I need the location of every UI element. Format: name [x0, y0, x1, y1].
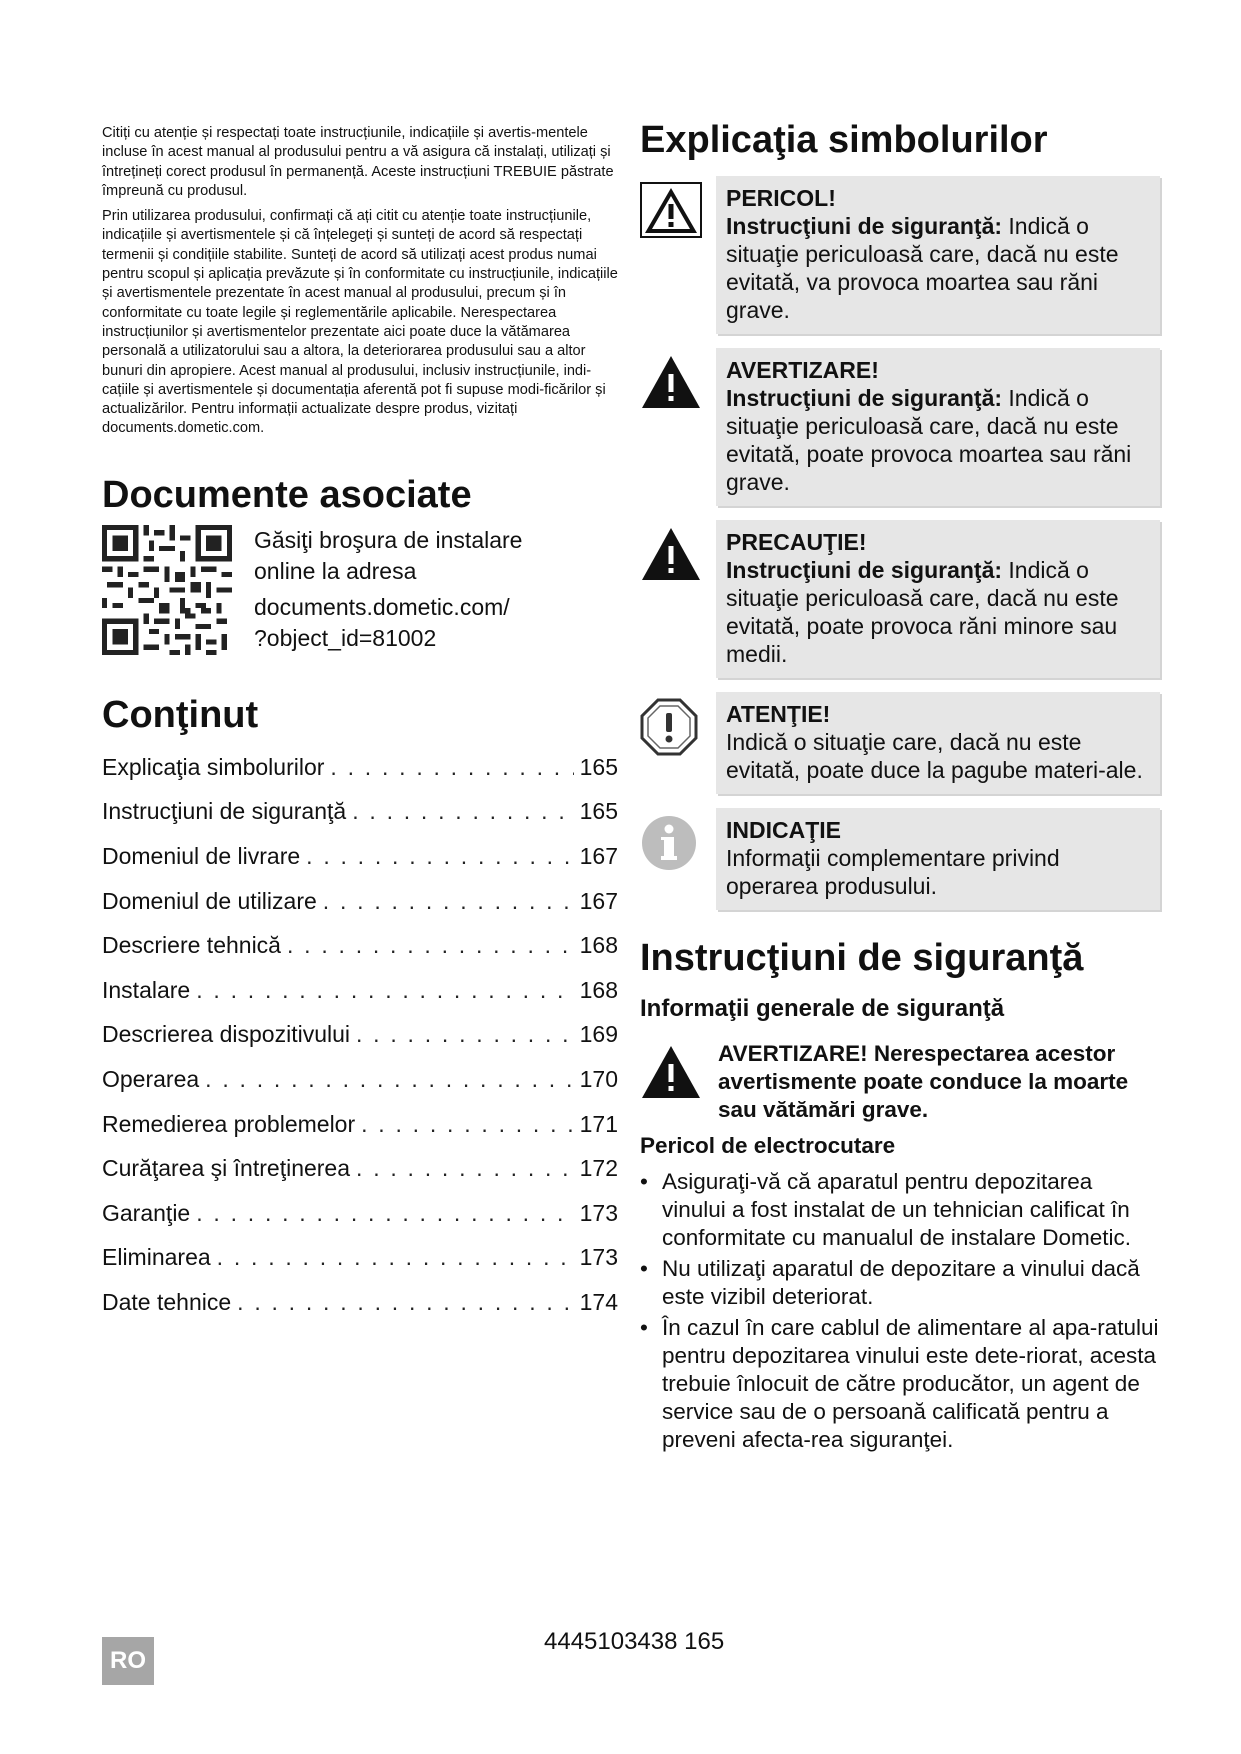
intro-text	[102, 124, 618, 439]
toc-heading: Conţinut	[102, 693, 259, 736]
caution-text: Indică o situaţie periculoasă care, dacă nu este evitată, poate provoca răni minore sau medii.	[726, 557, 1119, 667]
warning-icon	[640, 348, 704, 506]
toc-label: Remedierea problemelor	[102, 1110, 356, 1137]
language-badge: RO	[102, 1637, 154, 1685]
symbol-warning	[640, 348, 1160, 506]
docs-line-1: Găsiţi broşura de instalare	[254, 526, 523, 553]
list-item: • Asiguraţi-vă că aparatul pentru depozitarea vinului a fost instalat de un tehnician calificat în conformitate cu manualul de instalare Dometic.	[640, 1168, 1160, 1252]
danger-text: Indică o situaţie periculoasă care, dacă nu este evitată, va provoca moartea sau răni grave.	[726, 213, 1119, 323]
toc-page-number: 168	[579, 932, 618, 959]
docs-url-line-1[interactable]: documents.dometic.com/	[254, 593, 510, 620]
info-label: INDICAŢIE	[726, 817, 841, 843]
toc-entry[interactable]	[102, 1235, 618, 1280]
toc-leader-dots	[205, 1057, 573, 1102]
toc-label: Garanţie	[102, 1199, 191, 1226]
toc-page-number: 174	[579, 1288, 618, 1315]
toc-label: Domeniul de utilizare	[102, 887, 317, 914]
toc-entry[interactable]	[102, 1191, 618, 1236]
toc-leader-dots	[352, 789, 573, 834]
caution-icon	[640, 520, 704, 678]
warning-label: AVERTIZARE!	[726, 357, 879, 383]
toc-label: Domeniul de livrare	[102, 842, 301, 869]
toc-entry[interactable]	[102, 1146, 618, 1191]
list-item: • Nu utilizaţi aparatul de depozitare a vinului dacă este vizibil deteriorat.	[640, 1255, 1160, 1311]
toc-label: Curăţarea şi întreţinerea	[102, 1155, 351, 1182]
related-docs-text	[254, 525, 522, 655]
toc-entry[interactable]	[102, 789, 618, 834]
toc-leader-dots	[217, 1235, 574, 1280]
warning-safety-label: Instrucţiuni de siguranţă:	[726, 385, 1003, 411]
toc-entry[interactable]	[102, 834, 618, 879]
intro-paragraph-1: Citiți cu atenție și respectați toate instrucțiunile, indicațiile și avertis-mentele incluse în acest manual al produsului pentru a vă asigura că instalați, utilizați și întrețineți corect produsul în permanență. Aceste instrucțiuni TREBUIE păstrate împreună cu produsul.	[102, 125, 614, 199]
notice-label: ATENŢIE!	[726, 701, 831, 727]
caution-label: PRECAUŢIE!	[726, 529, 867, 555]
warning-triangle-icon	[640, 1040, 704, 1124]
toc-page-number: 165	[579, 798, 618, 825]
document-page-number: 4445103438 165	[544, 1628, 725, 1655]
toc-entry[interactable]	[102, 879, 618, 924]
toc-page-number: 172	[579, 1155, 618, 1182]
electrocution-heading: Pericol de electrocutare	[640, 1133, 896, 1158]
qr-code-icon[interactable]	[102, 525, 232, 655]
toc-entry[interactable]	[102, 1102, 618, 1147]
caution-description	[716, 520, 1160, 678]
toc-label: Instrucţiuni de siguranţă	[102, 798, 347, 825]
toc-page-number: 171	[579, 1110, 618, 1137]
related-docs-heading: Documente asociate	[102, 473, 472, 516]
toc-page-number: 167	[579, 887, 618, 914]
toc-leader-dots	[330, 745, 573, 790]
toc-entry[interactable]	[102, 968, 618, 1013]
electrocution-list	[640, 1168, 1160, 1454]
toc-entry[interactable]	[102, 745, 618, 790]
warning-description	[716, 348, 1160, 506]
info-text: Informaţii complementare privind operarea produsului.	[726, 845, 1060, 899]
notice-text: Indică o situaţie care, dacă nu este evitată, poate duce la pagube materi-ale.	[726, 729, 1143, 783]
list-item: • În cazul în care cablul de alimentare al apa-ratului pentru depozitarea vinului este dete-riorat, acesta trebuie înlocuit de către producător, un agent de service sau de o persoană calificată pentru a preveni afecta-rea siguranţei.	[640, 1314, 1160, 1454]
danger-safety-label: Instrucţiuni de siguranţă:	[726, 213, 1003, 239]
symbol-info	[640, 808, 1160, 910]
danger-description	[716, 176, 1160, 334]
toc-page-number: 173	[579, 1244, 618, 1271]
toc-label: Operarea	[102, 1065, 200, 1092]
general-safety-subheading: Informaţii generale de siguranţă	[640, 995, 1005, 1022]
symbol-notice	[640, 692, 1160, 794]
caution-safety-label: Instrucţiuni de siguranţă:	[726, 557, 1003, 583]
toc-label: Explicaţia simbolurilor	[102, 753, 325, 780]
docs-line-2: online la adresa	[254, 557, 417, 584]
toc-label: Descriere tehnică	[102, 932, 281, 959]
left-column	[102, 124, 618, 1324]
toc-entry[interactable]	[102, 1057, 618, 1102]
toc-page-number: 168	[579, 976, 618, 1003]
toc-page-number: 165	[579, 753, 618, 780]
toc-page-number: 173	[579, 1199, 618, 1226]
toc-leader-dots	[196, 968, 573, 1013]
symbols-heading: Explicaţia simbolurilor	[640, 119, 1048, 161]
danger-icon	[640, 176, 704, 334]
docs-url-line-2[interactable]: ?object_id=81002	[254, 624, 437, 651]
toc-leader-dots	[361, 1102, 574, 1147]
toc-leader-dots	[237, 1280, 573, 1325]
info-description	[716, 808, 1160, 910]
toc-page-number: 167	[579, 842, 618, 869]
warning-text: Indică o situaţie periculoasă care, dacă nu este evitată, poate provoca moartea sau răni grave.	[726, 385, 1132, 495]
symbol-danger	[640, 176, 1160, 334]
toc-page-number: 170	[579, 1065, 618, 1092]
safety-heading: Instrucţiuni de siguranţă	[640, 937, 1084, 979]
toc-leader-dots	[287, 923, 574, 968]
intro-paragraph-2: Prin utilizarea produsului, confirmați că ați citit cu atenție toate instrucțiunile, indicațiile și avertismentele și că înțelegeți și sunteți de acord să respectați termenii și condițiile stabilite. Sunteți de acord să utilizați acest produs numai pentru scopul și aplicația prevăzute și în conformitate cu instrucțiunile, indicațiile și avertismentele prezentate în acest manual al produsului, precum și în conformitate cu toate legile și reglementările aplicabile. Nerespectarea instrucțiunilor și avertismentelor prezentate aici poate duce la vătămarea personală a utilizatorului sau a altora, la deteriorarea produsului sau a altor bunuri din apropiere. Acest manual al produsului, inclusiv instrucțiunile, indi-cațiile și avertismentele și documentația aferentă pot fi supuse modi-ficărilor și actualizărilor. Pentru informații actualizate despre produs, vizitați documents.dometic.com.	[102, 208, 618, 437]
toc-entry[interactable]	[102, 923, 618, 968]
toc-label: Descrierea dispozitivului	[102, 1021, 350, 1048]
danger-label: PERICOL!	[726, 185, 836, 211]
toc-leader-dots	[196, 1191, 573, 1236]
toc-leader-dots	[356, 1146, 574, 1191]
toc-leader-dots	[356, 1012, 574, 1057]
info-icon	[640, 808, 704, 910]
safety-warning	[640, 1040, 1160, 1124]
toc-leader-dots	[323, 879, 574, 924]
toc-entry[interactable]	[102, 1280, 618, 1325]
related-docs-block	[102, 525, 618, 655]
symbol-caution	[640, 520, 1160, 678]
safety-warning-text: AVERTIZARE! Nerespectarea acestor avertismente poate conduce la moarte sau vătămări grave.	[718, 1041, 1129, 1122]
toc-label: Eliminarea	[102, 1244, 211, 1271]
table-of-contents	[102, 745, 618, 1325]
toc-leader-dots	[306, 834, 573, 879]
toc-entry[interactable]	[102, 1012, 618, 1057]
right-column	[640, 118, 1160, 1457]
toc-page-number: 169	[579, 1021, 618, 1048]
toc-label: Date tehnice	[102, 1288, 232, 1315]
toc-label: Instalare	[102, 976, 191, 1003]
notice-octagon-icon	[640, 692, 704, 794]
notice-description	[716, 692, 1160, 794]
